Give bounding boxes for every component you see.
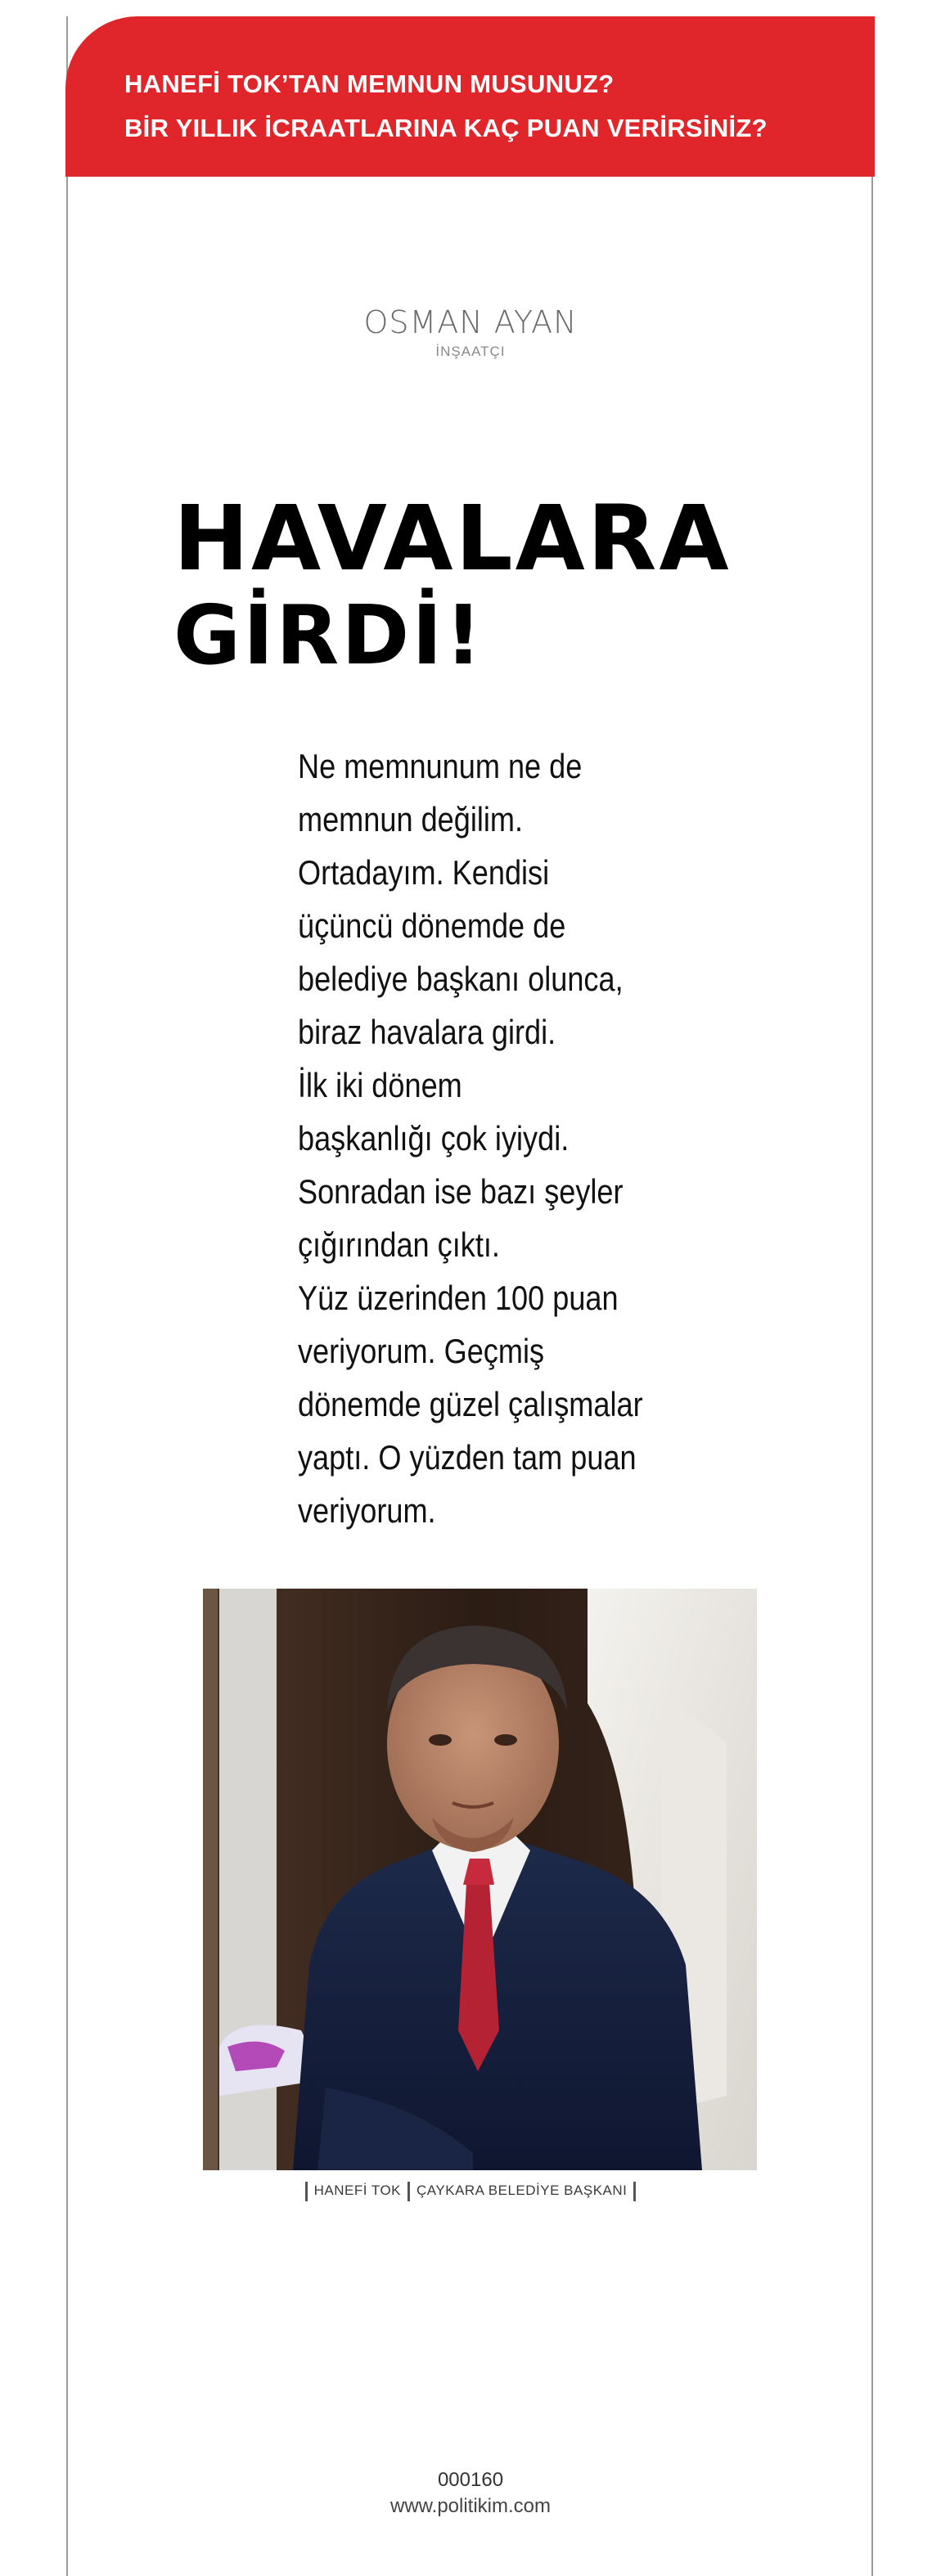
portrait-illustration — [203, 1589, 757, 2170]
caption-divider — [407, 2182, 410, 2201]
quote-line: belediye başkanı olunca, — [298, 960, 624, 998]
headline-line-1: HAVALARA — [173, 486, 732, 591]
quote-line: biraz havalara girdi. — [298, 1013, 556, 1051]
quote-line: çığırından çıktı. — [298, 1225, 500, 1264]
quote-line: başkanlığı çok iyiydi. — [298, 1119, 570, 1158]
quote-line: Sonradan ise bazı şeyler — [298, 1172, 624, 1211]
banner-question-2: BİR YILLIK İCRAATLARINA KAÇ PUAN VERİRSİNİZ? — [124, 114, 768, 142]
quote-line: veriyorum. Geçmiş — [298, 1332, 545, 1370]
website-link[interactable]: www.politikim.com — [389, 2495, 552, 2517]
quote-line: memnun değilim. — [298, 800, 524, 838]
quote-line: Yüz üzerinden 100 puan — [298, 1279, 619, 1317]
quote-line: Ne memnunum ne de — [298, 747, 583, 785]
quote-line: dönemde güzel çalışmalar — [298, 1385, 643, 1423]
respondent-name: OSMAN AYAN — [363, 304, 578, 340]
footer — [0, 2467, 941, 2520]
headline-line-2: GİRDİ! — [173, 587, 485, 683]
byline — [0, 303, 941, 360]
quote-line: İlk iki dönem — [298, 1066, 462, 1104]
quote-line: üçüncü dönemde de — [298, 906, 566, 945]
caption-divider — [305, 2182, 308, 2201]
caption-name: HANEFİ TOK — [313, 2183, 402, 2198]
banner-question-1: HANEFİ TOK’TAN MEMNUN MUSUNUZ? — [124, 70, 615, 98]
respondent-occupation: İNŞAATÇI — [435, 344, 506, 359]
quote-body — [298, 740, 756, 1537]
page-code: 000160 — [437, 2469, 504, 2491]
quote-line: veriyorum. — [298, 1491, 436, 1530]
quote-line: yaptı. O yüzden tam puan — [298, 1438, 637, 1477]
caption-title: ÇAYKARA BELEDİYE BAŞKANI — [416, 2183, 628, 2198]
question-banner — [65, 16, 875, 177]
quote-line: Ortadayım. Kendisi — [298, 853, 550, 892]
caption-divider — [633, 2182, 636, 2201]
headline — [173, 486, 844, 684]
portrait-photo — [203, 1589, 757, 2170]
photo-caption — [0, 2178, 941, 2203]
